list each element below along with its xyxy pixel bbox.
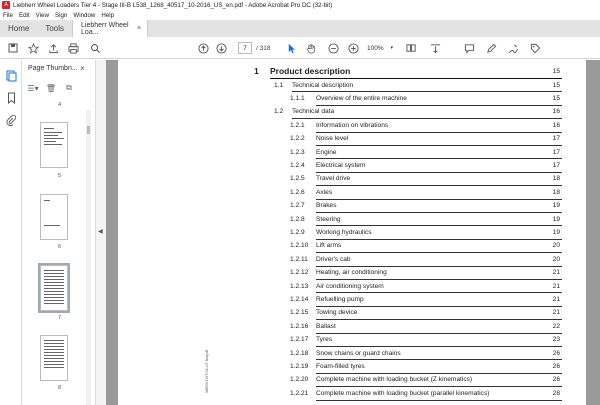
toc-entry-label: Driver's cab <box>316 255 351 263</box>
toolbar <box>0 37 600 59</box>
toc-entry-number: 1.2.8 <box>290 215 305 223</box>
bookmark-icon[interactable] <box>5 92 17 104</box>
tab-document-label: Liebherr Wheel Loa... <box>81 21 129 36</box>
toc-entry-page: 21 <box>552 309 560 317</box>
menu-sign[interactable]: Sign <box>54 11 68 19</box>
page-thumbnails-panel <box>22 60 96 405</box>
pdf-page <box>118 60 586 405</box>
toc-entry-number: 1.2.7 <box>290 202 305 210</box>
toc-entry-number: 1.2 <box>274 108 284 116</box>
toc-entry-page: 15 <box>552 81 560 89</box>
window-title: Liebherr Wheel Loaders Tier 4 - Stage III-B L538_1268_40517_10-2016_US_en.pdf - Adobe Acrobat Pro DC (32-bit) <box>13 1 333 9</box>
toc-entry-label: Working hydraulics <box>316 228 372 236</box>
star-icon[interactable] <box>26 41 40 55</box>
left-rail <box>0 60 22 405</box>
thumbnails-panel-title: Page Thumbn... <box>28 65 78 72</box>
print-icon[interactable] <box>66 41 80 55</box>
toc-entry-page: 15 <box>552 67 560 75</box>
page-layout-icon[interactable] <box>404 41 418 55</box>
toc-entry[interactable] <box>118 293 586 305</box>
toc-rule <box>316 400 562 401</box>
toc-entry-label: Tyres <box>316 336 333 344</box>
thumbnails-scrollbar[interactable] <box>86 110 91 405</box>
toc-entry-page: 17 <box>552 161 560 169</box>
toc-entry-label: Travel drive <box>316 175 351 183</box>
toc-entry[interactable] <box>118 253 586 265</box>
toc-entry-number: 1.2.5 <box>290 175 305 183</box>
page-count: / 318 <box>256 45 271 52</box>
thumbnail-label-8: 8 <box>58 385 62 391</box>
select-cursor-icon[interactable] <box>284 41 298 55</box>
toc-entry-label: Foam-filled tyres <box>316 362 365 370</box>
replace-page-icon[interactable]: ⧉ <box>66 83 72 92</box>
toc-entry-number: 1.2.19 <box>290 362 309 370</box>
toc-entry-label: Product description <box>270 66 351 76</box>
toc-entry-label: Technical description <box>292 81 354 89</box>
toc-entry-label: Steering <box>316 215 341 223</box>
thumbnail-label-4: 4 <box>58 102 62 108</box>
toc-entry-label: Snow chains or guard chains <box>316 349 401 357</box>
zoom-level-value: 100% <box>367 44 384 52</box>
toc-entry-label: Complete machine with loading bucket (Z kinematics) <box>316 376 473 384</box>
toc-entry-page: 18 <box>552 175 560 183</box>
upload-icon[interactable] <box>46 41 60 55</box>
toc-entry[interactable] <box>118 79 586 91</box>
menu-file[interactable]: File <box>3 11 13 19</box>
toc-entry[interactable] <box>118 65 586 77</box>
window-titlebar <box>0 0 600 10</box>
page-side-code: MBSV15/T-01-07.fm/pdf <box>204 350 209 393</box>
attachment-icon[interactable] <box>5 114 17 126</box>
toc-entry[interactable] <box>118 360 586 372</box>
scroll-mode-icon[interactable] <box>428 41 442 55</box>
thumbnail-label-6: 6 <box>58 244 62 250</box>
toc-entry-label: Lift arms <box>316 242 342 250</box>
toc-entry-number: 1.2.1 <box>290 121 305 129</box>
toc-entry-page: 16 <box>552 121 560 129</box>
toc-entry-number: 1.2.20 <box>290 376 309 384</box>
toc-entry[interactable] <box>118 307 586 319</box>
toc-entry-number: 1.2.12 <box>290 269 309 277</box>
toc-entry-label: Axles <box>316 188 333 196</box>
toc-entry-page: 18 <box>552 188 560 196</box>
toc-entry-label: Electrical system <box>316 161 366 169</box>
toc-entry-number: 1.2.15 <box>290 309 309 317</box>
toc-entry-number: 1.2.6 <box>290 188 305 196</box>
hand-tool-icon[interactable] <box>304 41 318 55</box>
toc-entry-label: Information on vibrations <box>316 121 389 129</box>
close-tab-icon[interactable]: × <box>136 25 142 32</box>
thumbnail-label-5: 5 <box>58 173 62 179</box>
toc-entry[interactable] <box>118 106 586 118</box>
toc-entry-page: 21 <box>552 282 560 290</box>
toc-entry-number: 1.2.9 <box>290 228 305 236</box>
toc-entry-label: Brakes <box>316 202 337 210</box>
comment-icon[interactable] <box>462 41 476 55</box>
toc-entry[interactable] <box>118 320 586 332</box>
zoom-in-icon[interactable] <box>346 41 360 55</box>
delete-page-icon[interactable]: 🗑 <box>45 83 57 93</box>
tab-bar <box>0 20 600 37</box>
thumbnail-page-5[interactable] <box>40 122 68 168</box>
search-icon[interactable] <box>88 41 102 55</box>
toc-entry[interactable] <box>118 119 586 131</box>
panel-splitter[interactable] <box>96 60 106 405</box>
toc-entry[interactable] <box>118 159 586 171</box>
toc-entry-number: 1.2.16 <box>290 322 309 330</box>
toc-entry-page: 21 <box>552 269 560 277</box>
toc-entry-page: 19 <box>552 228 560 236</box>
toc-entry-page: 17 <box>552 135 560 143</box>
toc-entry-page: 26 <box>552 362 560 370</box>
toc-entry-number: 1.2.11 <box>290 255 308 263</box>
toc-entry-label: Ballast <box>316 322 336 330</box>
zoom-out-icon[interactable] <box>326 41 340 55</box>
previous-page-icon[interactable] <box>196 41 210 55</box>
toc-entry[interactable] <box>118 347 586 359</box>
toc-entry-label: Noise level <box>316 135 349 143</box>
tab-document[interactable] <box>72 20 148 37</box>
toc-entry-number: 1.2.17 <box>290 336 309 344</box>
acrobat-app-icon: A <box>2 1 10 9</box>
menu-window[interactable]: Window <box>73 11 96 19</box>
toc-entry[interactable] <box>118 173 586 185</box>
toc-entry-number: 1.2.10 <box>290 242 309 250</box>
toc-entry[interactable] <box>118 387 586 399</box>
toc-entry-number: 1.2.2 <box>290 135 305 143</box>
toc-entry-page: 26 <box>552 349 560 357</box>
page-number-input[interactable]: 7 <box>238 42 252 54</box>
toc-entry-page: 19 <box>552 202 560 210</box>
toc-entry-number: 1.2.4 <box>290 161 305 169</box>
toc-entry-page: 26 <box>552 376 560 384</box>
toc-entry-label: Heating, air conditioning <box>316 269 387 277</box>
toc-entry-label: Air conditioning system <box>316 282 384 290</box>
toc-entry[interactable] <box>118 374 586 386</box>
toc-entry[interactable] <box>118 267 586 279</box>
toc-entry[interactable] <box>118 146 586 158</box>
toc-entry-number: 1.2.3 <box>290 148 305 156</box>
toc-entry-number: 1.2.14 <box>290 295 309 303</box>
document-viewport[interactable] <box>106 60 600 405</box>
toc-entry-number: 1.2.21 <box>290 389 309 397</box>
zoom-level-select[interactable] <box>365 42 395 54</box>
toc-entry-page: 20 <box>552 242 560 250</box>
collapse-panel-icon[interactable]: ◀ <box>98 229 103 235</box>
close-panel-icon[interactable]: × <box>80 64 85 73</box>
toc-entry-page: 19 <box>552 215 560 223</box>
toc-entry[interactable] <box>118 92 586 104</box>
tab-home[interactable]: Home <box>8 24 30 33</box>
toc-entry[interactable] <box>118 200 586 212</box>
toc-entry-number: 1.2.18 <box>290 349 309 357</box>
options-menu-icon[interactable]: ☰▾ <box>27 83 39 93</box>
toc-entry[interactable] <box>118 240 586 252</box>
next-page-icon[interactable] <box>214 41 228 55</box>
thumbnail-page-7[interactable] <box>40 265 68 311</box>
toc-entry-page: 20 <box>552 255 560 263</box>
thumbnail-page-8[interactable] <box>40 335 68 381</box>
menu-bar <box>0 10 600 20</box>
thumbnails-toolbar <box>26 82 80 96</box>
page-thumbnails-icon[interactable] <box>5 70 17 82</box>
toc-entry[interactable] <box>118 213 586 225</box>
toc-entry-label: Complete machine with loading bucket (parallel kinematics) <box>316 389 490 397</box>
toc-entry-label: Towing device <box>316 309 358 317</box>
toc-entry[interactable] <box>118 226 586 238</box>
menu-help[interactable]: Help <box>101 11 115 19</box>
highlight-pen-icon[interactable] <box>484 41 498 55</box>
toc-entry-label: Refuelling pump <box>316 295 364 303</box>
tag-icon[interactable] <box>528 41 542 55</box>
toc-entry-number: 1.1 <box>274 81 284 89</box>
thumbnail-page-6[interactable] <box>40 194 68 240</box>
toc-entry[interactable] <box>118 280 586 292</box>
scrollbar-thumb[interactable] <box>87 126 90 134</box>
menu-view[interactable]: View <box>35 11 49 19</box>
toc-entry-page: 22 <box>552 322 560 330</box>
toc-entry-page: 28 <box>552 389 560 397</box>
toc-entry-page: 21 <box>552 295 560 303</box>
toc-entry-page: 15 <box>552 94 560 102</box>
thumbnail-label-7: 7 <box>58 315 62 321</box>
toc-entry-number: 1.2.13 <box>290 282 309 290</box>
draw-icon[interactable] <box>506 41 520 55</box>
toc-entry[interactable] <box>118 133 586 145</box>
toc-entry-page: 23 <box>552 336 560 344</box>
toc-entry-label: Engine <box>316 148 337 156</box>
toc-entry-label: Technical data <box>292 108 335 116</box>
tab-tools[interactable]: Tools <box>45 24 65 33</box>
chevron-down-icon: ▾ <box>390 45 393 51</box>
toc-entry-number: 1.1.1 <box>290 94 305 102</box>
toc-entry-page: 17 <box>552 148 560 156</box>
toc-entry-label: Overview of the entire machine <box>316 94 407 102</box>
save-icon[interactable] <box>6 41 20 55</box>
menu-edit[interactable]: Edit <box>18 11 30 19</box>
toc-entry-number: 1 <box>254 66 259 76</box>
toc-entry[interactable] <box>118 186 586 198</box>
toc-entry[interactable] <box>118 334 586 346</box>
toc-entry-page: 16 <box>552 108 560 116</box>
